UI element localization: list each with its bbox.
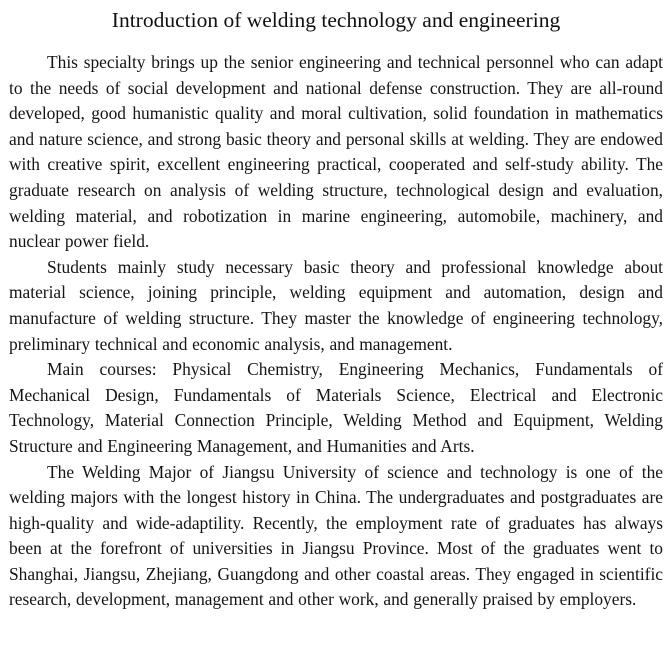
document-title: Introduction of welding technology and engineering xyxy=(111,8,561,32)
paragraph-main-courses: Main courses: Physical Chemistry, Engineering Mechanics, Fundamentals of Mechanical Design, Fundamentals of Materials Science, Electrical and Electronic Technology, Material Connection Principle, Welding Method and Equipment, Welding Structure and Engineering Management, and Humanities and Arts. xyxy=(9,359,663,456)
paragraph-major-history-employment: The Welding Major of Jiangsu University of science and technology is one of the welding majors with the longest history in China. The undergraduates and postgraduates are high-quality and wide-adaptility. Recently, the employment rate of graduates has always been at the forefront of universities in Jiangsu Province. Most of the graduates went to Shanghai, Jiangsu, Zhejiang, Guangdong and other coastal areas. They engaged in scientific research, development, management and other work, and generally praised by employers. xyxy=(9,461,663,610)
paragraph-study-content: Students mainly study necessary basic theory and professional knowledge about material science, joining principle, welding equipment and automation, design and manufacture of welding structure. They master the knowledge of engineering technology, preliminary technical and economic analysis, and management. xyxy=(9,256,663,354)
paragraph-specialty-overview: This specialty brings up the senior engineering and technical personnel who can adapt to the needs of social development and national defense construction. They are all-round developed, good humanistic quality and moral cultivation, solid foundation in mathematics and nature science, and strong basic theory and personal skills at welding. They are endowed with creative spirit, excellent engineering practical, cooperated and self-study ability. The graduate research on analysis of welding structure, technological design and evaluation, welding material, and robotization in marine engineering, automobile, machinery, and nuclear power field. xyxy=(9,52,663,252)
